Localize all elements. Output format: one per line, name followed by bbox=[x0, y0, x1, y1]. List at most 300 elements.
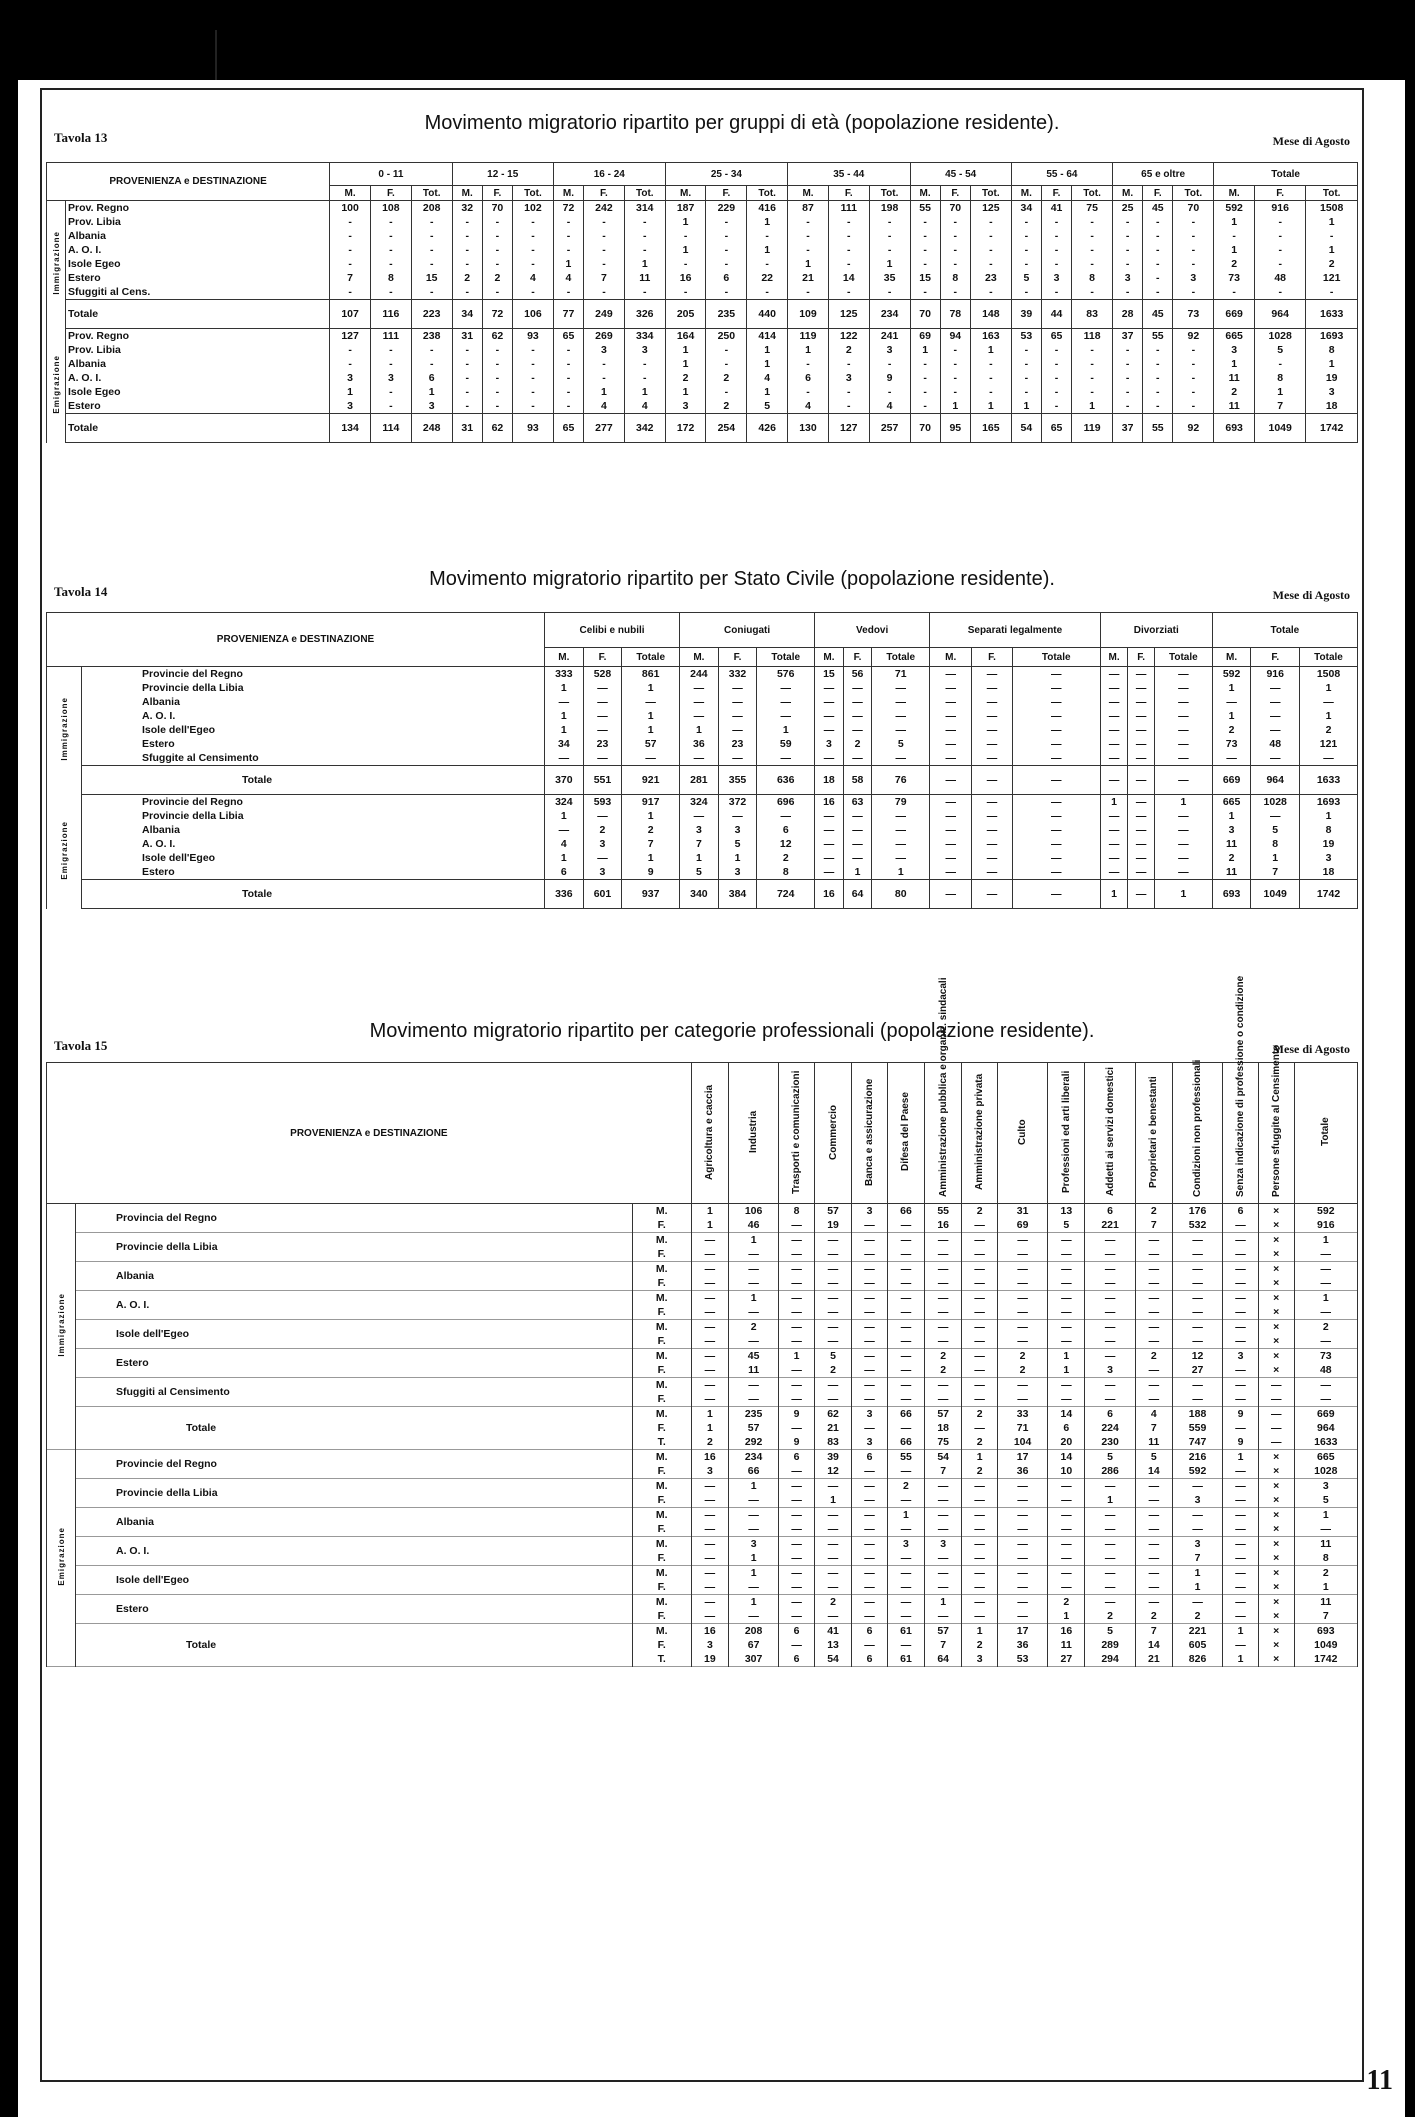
cell: 10 bbox=[1048, 1464, 1085, 1479]
cell: 34 bbox=[545, 737, 584, 751]
sub-header: M. bbox=[815, 648, 844, 667]
cell: — bbox=[1012, 723, 1100, 737]
total-cell: 370 bbox=[545, 766, 584, 795]
total-cell: 125 bbox=[828, 300, 869, 329]
cell: — bbox=[1223, 1392, 1259, 1407]
total-cell: 1 bbox=[1100, 880, 1128, 909]
cell: — bbox=[887, 1276, 924, 1291]
cell: 7 bbox=[680, 837, 719, 851]
cell: - bbox=[970, 385, 1011, 399]
cell: — bbox=[1048, 1392, 1085, 1407]
category-header bbox=[1223, 975, 1259, 1204]
cell: - bbox=[1173, 371, 1214, 385]
cell: 1 bbox=[545, 709, 584, 723]
cell: 69 bbox=[997, 1218, 1047, 1233]
total-cell: — bbox=[962, 1421, 998, 1435]
cell: — bbox=[1172, 1262, 1222, 1277]
cell: — bbox=[691, 1580, 728, 1595]
cell: - bbox=[553, 343, 583, 357]
total-cell: — bbox=[972, 766, 1012, 795]
cell: — bbox=[1085, 1551, 1135, 1566]
table-row bbox=[47, 215, 1358, 229]
cell: — bbox=[691, 1233, 728, 1248]
cell: 1 bbox=[665, 243, 706, 257]
cell: — bbox=[1154, 851, 1212, 865]
cell: - bbox=[1173, 285, 1214, 300]
cell: — bbox=[930, 751, 972, 766]
cell: — bbox=[779, 1595, 815, 1610]
total-cell: 109 bbox=[788, 300, 829, 329]
cell: — bbox=[1294, 1305, 1357, 1320]
cell: — bbox=[1085, 1349, 1135, 1364]
total-row bbox=[47, 1624, 1358, 1639]
total-cell: 71 bbox=[997, 1421, 1047, 1435]
cell: 576 bbox=[757, 667, 815, 682]
cell: - bbox=[1072, 229, 1113, 243]
cell: 23 bbox=[583, 737, 622, 751]
cell: — bbox=[925, 1247, 962, 1262]
cell: 2 bbox=[1135, 1609, 1172, 1624]
cell: 46 bbox=[728, 1218, 778, 1233]
cell: 1 bbox=[691, 1204, 728, 1219]
cell: 125 bbox=[970, 201, 1011, 216]
cell: - bbox=[370, 215, 411, 229]
row-label: Prov. Regno bbox=[66, 329, 330, 344]
cell: 21 bbox=[788, 271, 829, 285]
cell: - bbox=[1011, 229, 1041, 243]
cell: - bbox=[452, 343, 482, 357]
cell: 5 bbox=[1294, 1493, 1357, 1508]
cell: — bbox=[852, 1233, 888, 1248]
cell: 92 bbox=[1173, 329, 1214, 344]
cell: — bbox=[925, 1493, 962, 1508]
table-row bbox=[47, 1450, 1358, 1465]
cell: — bbox=[962, 1262, 998, 1277]
cell: — bbox=[680, 681, 719, 695]
total-cell: 165 bbox=[970, 414, 1011, 443]
cell: 8 bbox=[779, 1204, 815, 1219]
cell: — bbox=[1085, 1233, 1135, 1248]
total-cell: 235 bbox=[728, 1407, 778, 1422]
category-header bbox=[887, 1063, 924, 1204]
cell: — bbox=[757, 751, 815, 766]
table-row bbox=[47, 1349, 1358, 1364]
cell: — bbox=[972, 723, 1012, 737]
cell: - bbox=[513, 215, 554, 229]
cell: 1 bbox=[1294, 1508, 1357, 1523]
cell: × bbox=[1258, 1595, 1294, 1610]
cell: — bbox=[779, 1580, 815, 1595]
total-cell: × bbox=[1258, 1652, 1294, 1667]
cell: 1 bbox=[869, 257, 910, 271]
cell: — bbox=[872, 723, 930, 737]
total-cell: 36 bbox=[997, 1638, 1047, 1652]
cell: — bbox=[691, 1291, 728, 1306]
total-cell: — bbox=[1100, 766, 1128, 795]
cell: — bbox=[814, 1479, 851, 1494]
table-row bbox=[47, 257, 1358, 271]
sex-label: F. bbox=[632, 1464, 691, 1479]
row-label: Albania bbox=[66, 357, 330, 371]
total-cell: 58 bbox=[843, 766, 872, 795]
cell: 55 bbox=[910, 201, 940, 216]
cell: - bbox=[970, 257, 1011, 271]
total-cell: — bbox=[1128, 766, 1155, 795]
cell: 1 bbox=[411, 385, 452, 399]
category-header-text: Trasporti e comunicazioni bbox=[791, 1069, 803, 1194]
cell: — bbox=[887, 1522, 924, 1537]
cell: — bbox=[583, 681, 622, 695]
total-cell: — bbox=[1012, 766, 1100, 795]
sex-label: F. bbox=[632, 1638, 691, 1652]
row-label: Provincie del Regno bbox=[76, 1450, 633, 1479]
cell: — bbox=[887, 1218, 924, 1233]
cell: - bbox=[910, 257, 940, 271]
cell: — bbox=[1085, 1276, 1135, 1291]
cell: — bbox=[1300, 695, 1358, 709]
total-cell: 254 bbox=[706, 414, 747, 443]
cell: 18 bbox=[1300, 865, 1358, 880]
cell: — bbox=[1100, 695, 1128, 709]
cell: — bbox=[728, 1334, 778, 1349]
cell: 70 bbox=[1173, 201, 1214, 216]
cell: - bbox=[940, 229, 970, 243]
sub-header: F. bbox=[1128, 648, 1155, 667]
stato-civile-header: Coniugati bbox=[680, 613, 815, 648]
cell: — bbox=[1085, 1508, 1135, 1523]
category-header-text: Amministrazione pubblica e organiz. sindacali bbox=[937, 977, 949, 1197]
cell: — bbox=[1172, 1334, 1222, 1349]
cell: — bbox=[930, 723, 972, 737]
cell: - bbox=[940, 215, 970, 229]
cell: 6 bbox=[852, 1450, 888, 1465]
total-cell: 921 bbox=[622, 766, 680, 795]
stato-civile-header: Totale bbox=[1212, 613, 1357, 648]
total-cell: — bbox=[930, 766, 972, 795]
total-cell: — bbox=[852, 1638, 888, 1652]
cell: — bbox=[691, 1247, 728, 1262]
total-cell: 669 bbox=[1212, 766, 1251, 795]
cell: — bbox=[779, 1305, 815, 1320]
sex-label: M. bbox=[632, 1479, 691, 1494]
cell: — bbox=[1128, 695, 1155, 709]
cell: 16 bbox=[925, 1218, 962, 1233]
category-header bbox=[814, 1063, 851, 1204]
total-cell: 62 bbox=[482, 414, 512, 443]
total-cell: 80 bbox=[872, 880, 930, 909]
cell: - bbox=[624, 215, 665, 229]
cell: — bbox=[1128, 709, 1155, 723]
cell: — bbox=[887, 1262, 924, 1277]
group-label bbox=[47, 1204, 76, 1450]
cell: 1 bbox=[1214, 215, 1255, 229]
cell: — bbox=[779, 1218, 815, 1233]
cell: 7 bbox=[622, 837, 680, 851]
cell: - bbox=[1011, 357, 1041, 371]
cell: — bbox=[972, 795, 1012, 810]
cell: — bbox=[997, 1551, 1047, 1566]
total-cell: — bbox=[779, 1638, 815, 1652]
cell: 16 bbox=[665, 271, 706, 285]
sex-label: F. bbox=[632, 1363, 691, 1378]
cell: 1 bbox=[962, 1450, 998, 1465]
total-cell: 340 bbox=[680, 880, 719, 909]
cell: — bbox=[1085, 1479, 1135, 1494]
total-cell: — bbox=[887, 1638, 924, 1652]
cell: 16 bbox=[815, 795, 844, 810]
cell: — bbox=[1085, 1334, 1135, 1349]
cell: 592 bbox=[1172, 1464, 1222, 1479]
cell: 7 bbox=[1251, 865, 1300, 880]
total-cell: 307 bbox=[728, 1652, 778, 1667]
cell: - bbox=[513, 385, 554, 399]
cell: 12 bbox=[1172, 1349, 1222, 1364]
cell: - bbox=[940, 371, 970, 385]
cell: - bbox=[1011, 285, 1041, 300]
cell: — bbox=[887, 1566, 924, 1581]
cell: 1 bbox=[887, 1508, 924, 1523]
cell: - bbox=[1173, 243, 1214, 257]
table-row bbox=[47, 1233, 1358, 1248]
cell: - bbox=[411, 285, 452, 300]
cell: - bbox=[1255, 257, 1306, 271]
cell: — bbox=[718, 723, 757, 737]
scan-left-border bbox=[0, 0, 18, 2117]
cell: 1 bbox=[665, 343, 706, 357]
cell: — bbox=[680, 695, 719, 709]
total-cell: 44 bbox=[1041, 300, 1071, 329]
cell: — bbox=[1048, 1305, 1085, 1320]
cell: 696 bbox=[757, 795, 815, 810]
cell: 8 bbox=[1300, 823, 1358, 837]
cell: — bbox=[1085, 1291, 1135, 1306]
cell: — bbox=[872, 751, 930, 766]
cell: — bbox=[583, 851, 622, 865]
cell: — bbox=[1128, 737, 1155, 751]
cell: — bbox=[872, 681, 930, 695]
cell: — bbox=[1294, 1276, 1357, 1291]
cell: — bbox=[1135, 1247, 1172, 1262]
cell: - bbox=[370, 229, 411, 243]
cell: — bbox=[1100, 723, 1128, 737]
row-label: Prov. Libia bbox=[66, 215, 330, 229]
sex-label: M. bbox=[632, 1450, 691, 1465]
total-cell: 6 bbox=[1085, 1407, 1135, 1422]
total-cell: 16 bbox=[815, 880, 844, 909]
cell: 1 bbox=[553, 257, 583, 271]
cell: 242 bbox=[584, 201, 625, 216]
cell: - bbox=[1041, 357, 1071, 371]
total-cell: 16 bbox=[691, 1624, 728, 1639]
cell: - bbox=[665, 257, 706, 271]
total-cell: 83 bbox=[1072, 300, 1113, 329]
cell: 54 bbox=[925, 1450, 962, 1465]
cell: 1 bbox=[622, 809, 680, 823]
cell: — bbox=[583, 695, 622, 709]
cell: — bbox=[814, 1378, 851, 1393]
cell: — bbox=[852, 1334, 888, 1349]
cell: 2 bbox=[887, 1479, 924, 1494]
cell: 2 bbox=[1300, 723, 1358, 737]
sex-label: F. bbox=[632, 1247, 691, 1262]
sub-header: Totale bbox=[1300, 648, 1358, 667]
category-header bbox=[1294, 1063, 1357, 1204]
category-header-text: Culto bbox=[1017, 1118, 1029, 1145]
cell: — bbox=[815, 709, 844, 723]
cell: 229 bbox=[706, 201, 747, 216]
cell: 163 bbox=[970, 329, 1011, 344]
total-cell: 2 bbox=[962, 1638, 998, 1652]
t15-label: Tavola 15 bbox=[54, 1038, 108, 1053]
row-label: Albania bbox=[76, 1262, 633, 1291]
cell: 25 bbox=[1113, 201, 1143, 216]
cell: 3 bbox=[370, 371, 411, 385]
cell: 8 bbox=[1072, 271, 1113, 285]
group-label bbox=[47, 201, 66, 329]
cell: — bbox=[622, 751, 680, 766]
cell: 66 bbox=[887, 1204, 924, 1219]
cell: — bbox=[757, 695, 815, 709]
row-label: Isole Egeo bbox=[66, 385, 330, 399]
cell: - bbox=[330, 257, 371, 271]
cell: 39 bbox=[814, 1450, 851, 1465]
table-row bbox=[47, 343, 1358, 357]
cell: 12 bbox=[814, 1464, 851, 1479]
total-cell: — bbox=[1258, 1421, 1294, 1435]
cell: - bbox=[828, 229, 869, 243]
cell: - bbox=[1011, 215, 1041, 229]
cell: — bbox=[1100, 709, 1128, 723]
total-cell: 1742 bbox=[1306, 414, 1358, 443]
cell: 917 bbox=[622, 795, 680, 810]
cell: — bbox=[962, 1305, 998, 1320]
cell: 119 bbox=[788, 329, 829, 344]
cell: — bbox=[1223, 1580, 1259, 1595]
cell: 916 bbox=[1255, 201, 1306, 216]
total-cell: 65 bbox=[553, 414, 583, 443]
cell: 2 bbox=[757, 851, 815, 865]
cell: — bbox=[925, 1262, 962, 1277]
sex-label: M. bbox=[632, 1407, 691, 1422]
cell: - bbox=[370, 343, 411, 357]
cell: — bbox=[997, 1609, 1047, 1624]
cell: 79 bbox=[872, 795, 930, 810]
cell: — bbox=[815, 723, 844, 737]
cell: 665 bbox=[1214, 329, 1255, 344]
cell: — bbox=[852, 1508, 888, 1523]
cell: - bbox=[1041, 399, 1071, 414]
sex-label: M. bbox=[632, 1349, 691, 1364]
cell: - bbox=[513, 257, 554, 271]
cell: — bbox=[930, 695, 972, 709]
cell: - bbox=[910, 385, 940, 399]
row-label: Sfuggite al Censimento bbox=[82, 751, 545, 766]
cell: — bbox=[779, 1551, 815, 1566]
cell: 48 bbox=[1255, 271, 1306, 285]
age-group-header: 0 - 11 bbox=[330, 163, 452, 186]
cell: — bbox=[930, 851, 972, 865]
category-header bbox=[997, 1063, 1047, 1204]
cell: — bbox=[1100, 809, 1128, 823]
cell: — bbox=[583, 751, 622, 766]
cell: — bbox=[997, 1262, 1047, 1277]
cell: — bbox=[887, 1334, 924, 1349]
t14-title: Movimento migratorio ripartito per Stato Civile (popolazione residente). bbox=[429, 568, 1055, 590]
cell: — bbox=[843, 695, 872, 709]
cell: 1 bbox=[1154, 795, 1212, 810]
category-header bbox=[1085, 1063, 1135, 1204]
total-cell: 964 bbox=[1251, 766, 1300, 795]
cell: — bbox=[814, 1247, 851, 1262]
sub-header: Totale bbox=[1154, 648, 1212, 667]
stato-civile-header: Celibi e nubili bbox=[545, 613, 680, 648]
row-label: A. O. I. bbox=[76, 1291, 633, 1320]
cell: 22 bbox=[747, 271, 788, 285]
cell: — bbox=[997, 1334, 1047, 1349]
cell: 15 bbox=[910, 271, 940, 285]
cell: — bbox=[815, 809, 844, 823]
cell: 2 bbox=[1212, 723, 1251, 737]
cell: — bbox=[962, 1479, 998, 1494]
sub-header: Tot. bbox=[1306, 186, 1358, 201]
cell: - bbox=[370, 399, 411, 414]
cell: - bbox=[1173, 343, 1214, 357]
cell: — bbox=[728, 1508, 778, 1523]
cell: — bbox=[1048, 1493, 1085, 1508]
cell: 1 bbox=[728, 1291, 778, 1306]
cell: 2 bbox=[728, 1320, 778, 1335]
cell: - bbox=[584, 357, 625, 371]
cell: — bbox=[1154, 723, 1212, 737]
cell: 45 bbox=[1143, 201, 1173, 216]
total-cell: 13 bbox=[814, 1638, 851, 1652]
total-label: Totale bbox=[82, 766, 545, 795]
total-cell: 106 bbox=[513, 300, 554, 329]
cell: 35 bbox=[869, 271, 910, 285]
cell: 23 bbox=[970, 271, 1011, 285]
cell: — bbox=[887, 1378, 924, 1393]
cell: — bbox=[691, 1305, 728, 1320]
cell: — bbox=[1100, 667, 1128, 682]
cell: — bbox=[1154, 695, 1212, 709]
cell: — bbox=[930, 709, 972, 723]
cell: — bbox=[843, 809, 872, 823]
cell: — bbox=[1135, 1334, 1172, 1349]
cell: - bbox=[1011, 243, 1041, 257]
sub-header: M. bbox=[788, 186, 829, 201]
cell: — bbox=[1128, 823, 1155, 837]
cell: — bbox=[997, 1233, 1047, 1248]
cell: - bbox=[1113, 285, 1143, 300]
cell: — bbox=[1135, 1378, 1172, 1393]
sex-label: F. bbox=[632, 1551, 691, 1566]
cell: — bbox=[779, 1334, 815, 1349]
cell: - bbox=[747, 229, 788, 243]
total-cell: 61 bbox=[887, 1652, 924, 1667]
cell: - bbox=[452, 385, 482, 399]
cell: 7 bbox=[1172, 1551, 1222, 1566]
cell: — bbox=[1048, 1551, 1085, 1566]
total-cell: 1 bbox=[1223, 1652, 1259, 1667]
cell: — bbox=[925, 1378, 962, 1393]
cell: — bbox=[622, 695, 680, 709]
cell: — bbox=[1172, 1247, 1222, 1262]
cell: - bbox=[706, 257, 747, 271]
cell: 3 bbox=[852, 1204, 888, 1219]
table-row bbox=[47, 243, 1358, 257]
cell: - bbox=[788, 243, 829, 257]
cell: — bbox=[925, 1233, 962, 1248]
